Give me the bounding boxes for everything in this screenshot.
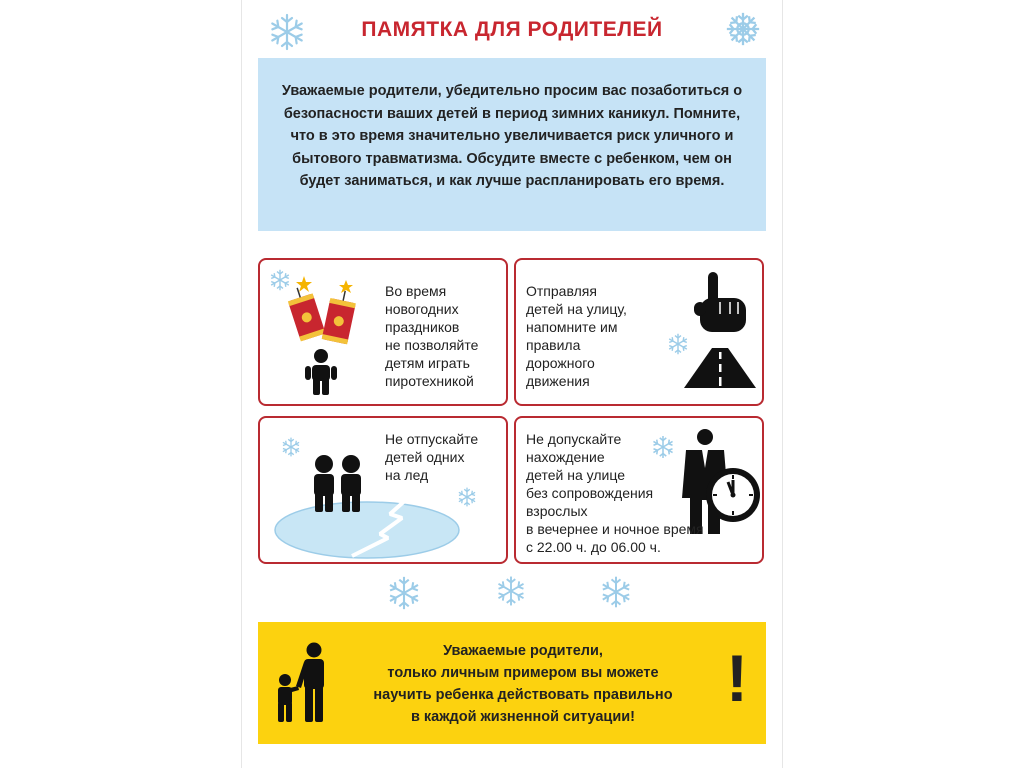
snowflake-icon xyxy=(598,574,634,610)
page-title: ПАМЯТКА ДЛЯ РОДИТЕЛЕЙ xyxy=(361,18,663,41)
card-text: Во время новогодних праздников не позволяйте детям играть пиротехникой xyxy=(385,283,479,389)
card-night-time xyxy=(514,416,764,564)
road-icon xyxy=(684,348,756,388)
card-traffic-rules xyxy=(514,258,764,406)
pointing-hand-icon xyxy=(694,272,750,336)
card-text: Не допускайте нахождение детей на улице без сопровождения взрослых в вечернее и ночное время с 22.00 ч. до 06.00 ч. xyxy=(526,431,704,555)
parent-child-icon xyxy=(270,642,332,724)
clock-icon xyxy=(704,466,762,524)
intro-text: Уважаемые родители, убедительно просим вас позаботиться о безопасности ваших детей в период зимних каникул. Помните, что в это время значительно увеличивается риск уличного и бытового травматизма. Обсудите вместе с ребенком, чем он будет заниматься, и как лучше распланировать его время. xyxy=(281,83,743,189)
footer-text: Уважаемые родители, только личным примером вы можете научить ребенка действовать правильно в каждой жизненной ситуации! xyxy=(373,643,673,725)
intro-box xyxy=(258,58,766,231)
poster xyxy=(241,0,783,768)
child-icon xyxy=(304,348,338,396)
snowflake-icon xyxy=(494,574,528,608)
card-text: Отправляя детей на улицу, напомните им правила дорожного движения xyxy=(526,283,627,389)
footer-box xyxy=(258,622,766,744)
exclamation-mark: ! xyxy=(726,641,748,715)
snowflake-icon xyxy=(385,574,423,612)
card-fireworks xyxy=(258,258,508,406)
card-ice xyxy=(258,416,508,564)
card-text: Не отпускайте детей одних на лед xyxy=(385,431,479,483)
firecracker-icon xyxy=(286,274,362,350)
